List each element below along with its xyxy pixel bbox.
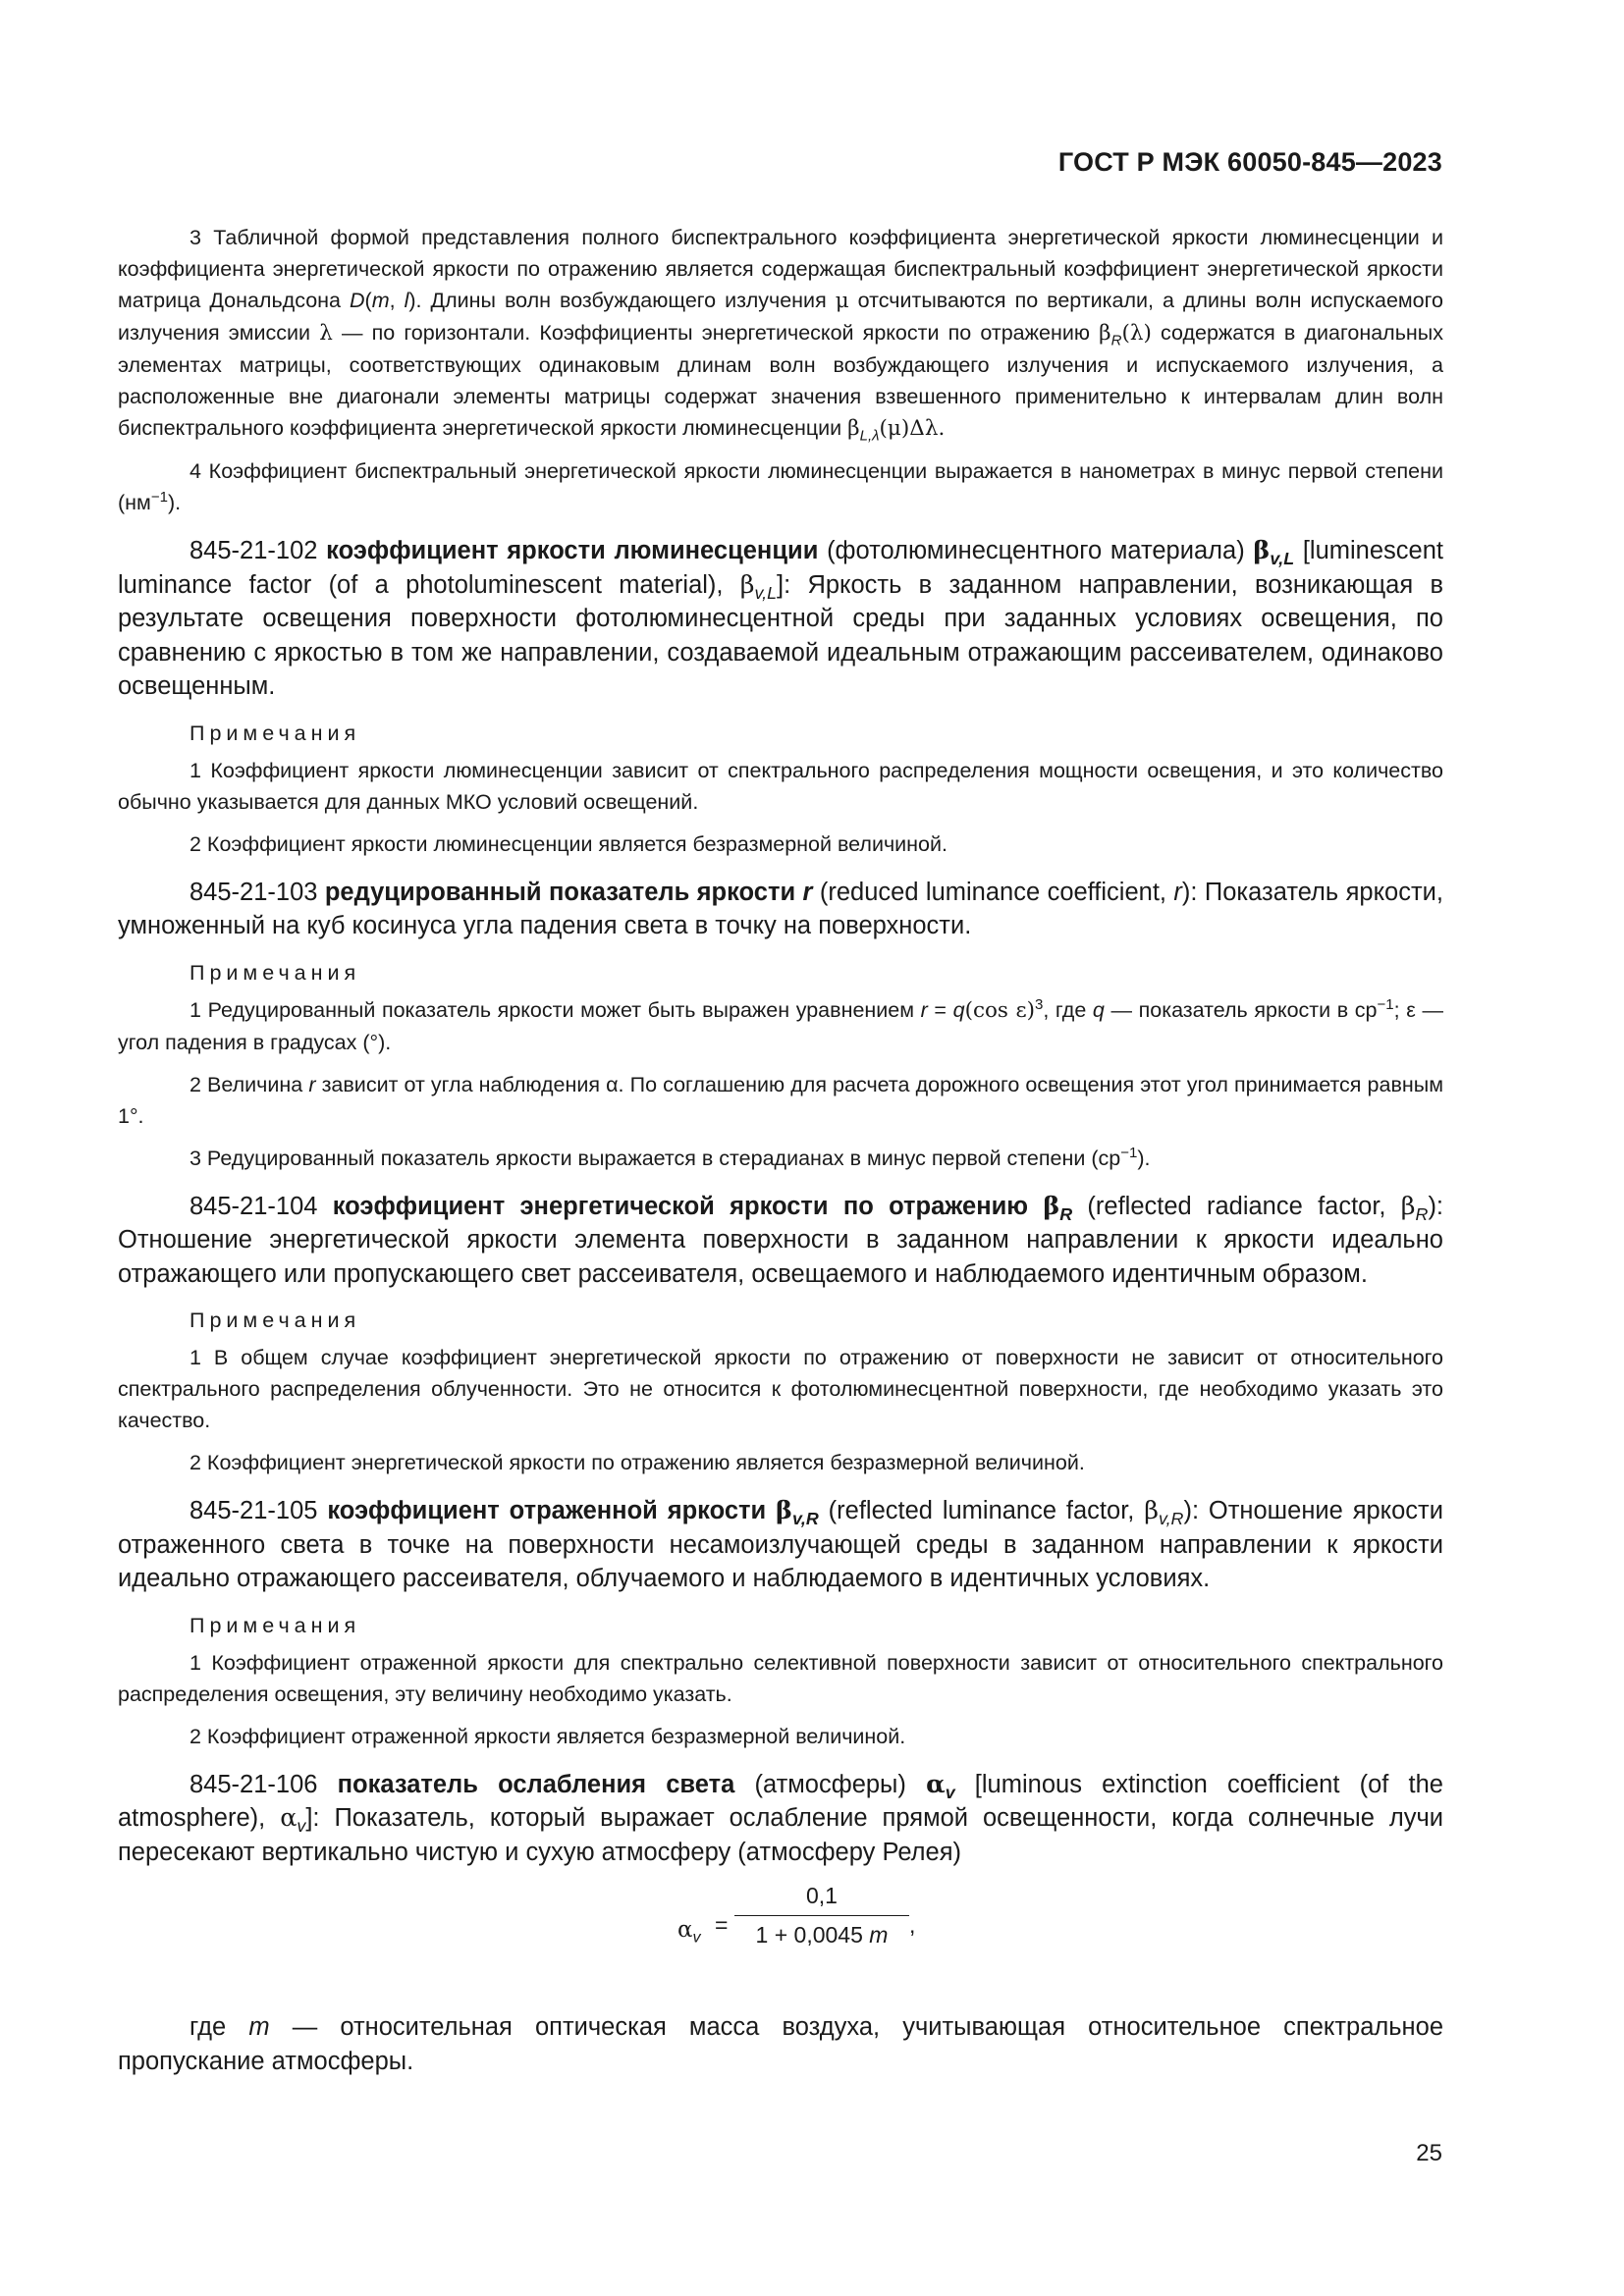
term-105-note-2: 2 Коэффициент отраженной яркости является безразмерной величиной. xyxy=(189,1724,906,1748)
formula-lhs: $\alpha_v$ xyxy=(677,1917,701,1947)
term-845-21-103: 845-21-103 редуцированный показатель яркости r (reduced luminance coefficient, r): Показатель яркости, умноженный на куб косинуса угла падения света в точку на поверхности. xyxy=(118,878,1443,939)
term-845-21-105: 845-21-105 коэффициент отраженной яркости $\beta_{v,R}$ (reflected luminance factor, $\beta_{v,R}$): Отношение яркости отраженного света в точке на поверхности несамоизлучающей среды в заданном направлении к яркости идеально отражающего рассеивателя, облучаемого и наблюдаемого в идентичных условиях. xyxy=(118,1496,1443,1592)
page-number: 25 xyxy=(1416,2140,1442,2166)
term-102-note-2: 2 Коэффициент яркости люминесценции является безразмерной величиной. xyxy=(189,831,947,856)
term-102-note-1: 1 Коэффициент яркости люминесценции зависит от спектрального распределения мощности освещения, и это количество обычно указывается для данных МКО условий освещений. xyxy=(118,758,1443,814)
formula-denominator: 1 + 0,0045 m xyxy=(755,1922,889,1948)
document-body xyxy=(118,222,1443,2078)
formula-numerator: 0,1 xyxy=(806,1883,838,1908)
term-105-note-1: 1 Коэффициент отраженной яркости для спектрально селективной поверхности зависит от относительного спектрального распределения освещения, эту величину необходимо указать. xyxy=(118,1650,1443,1706)
formula-fraction xyxy=(734,1883,909,1949)
formula-equals: = xyxy=(715,1912,729,1938)
extinction-formula xyxy=(118,1883,1443,1991)
formula-explanation: где m — относительная оптическая масса воздуха, учитывающая относительное спектральное пропускание атмосферы. xyxy=(118,2013,1443,2075)
term-103-note-3: 3 Редуцированный показатель яркости выражается в стерадианах в минус первой степени $(ср^{-1})$. xyxy=(189,1144,1151,1170)
notes-heading: Примечания xyxy=(189,960,361,985)
term-845-21-104: 845-21-104 коэффициент энергетической яркости по отражению $\beta_R$ (reflected radiance factor, $\beta_R$): Отношение энергетической яркости элемента поверхности в заданном направлении к яркости идеально отражающего или пропускающего свет рассеивателя, освещаемого и наблюдаемого идентичным образом. xyxy=(118,1191,1444,1288)
notes-heading: Примечания xyxy=(189,1308,361,1332)
term-103-note-1: 1 Редуцированный показатель яркости может быть выражен уравнением r = q(cos ε)$^3$, где q — показатель яркости в $ср^{-1}$; ε — угол падения в градусах (°). xyxy=(118,995,1443,1054)
formula-comma: , xyxy=(909,1912,916,1938)
term-845-21-102: 845-21-102 коэффициент яркости люминесценции (фотолюминесцентного материала) $\beta_{v,L}$ [luminescent luminance factor (of a photoluminescent material), $\beta_{v,L}$]: Яркость в заданном направлении, возникающая в результате освещения поверхности фотолюминесцентной среды при заданных условиях освещения, по сравнению с яркостью в том же направлении, создаваемой идеальным отражающим рассеивателем, одинаково освещенным. xyxy=(118,536,1443,700)
note-3-matrix: 3 Табличной формой представления полного биспектрального коэффициента энергетической яркости люминесценции и коэффициента энергетической яркости по отражению является содержащая биспектральный коэффициент энергетической яркости матрица Дональдсона D(m, l). Длины волн возбуждающего излучения μ отсчитываются по вертикали, а длины волн испускаемого излучения эмиссии λ — по горизонтали. Коэффициенты энергетической яркости по отражению $\beta_R(\lambda)$ содержатся в диагональных элементах матрицы, соответствующих одинаковым длинам волн возбуждающего излучения и испускаемого излучения, а расположенные вне диагонали элементы матрицы содержат значения взвешенного применительно к интервалам длин волн биспектрального коэффициента энергетической яркости люминесценции $\beta_{L,\lambda}(\mu)\Delta\lambda$. xyxy=(118,226,1443,445)
term-103-note-2: 2 Величина r зависит от угла наблюдения α. По соглашению для расчета дорожного освещения этот угол принимается равным 1°. xyxy=(118,1072,1443,1128)
document-header: ГОСТ Р МЭК 60050-845—2023 xyxy=(1057,147,1442,177)
term-845-21-106: 845-21-106 показатель ослабления света (атмосферы) $\alpha_v$ [luminous extinction coefficient (of the atmosphere), $\alpha_v$]: Показатель, который выражает ослабление прямой освещенности, когда солнечные лучи пересекают вертикально чистую и сухую атмосферу (атмосферу Релея) xyxy=(118,1769,1443,1866)
notes-heading: Примечания xyxy=(189,721,361,745)
notes-heading: Примечания xyxy=(189,1613,361,1637)
term-104-note-1: 1 В общем случае коэффициент энергетической яркости по отражению от поверхности не зависит от относительного спектрального распределения облученности. Это не относится к фотолюминесцентной поверхности, где необходимо указать это качество. xyxy=(118,1346,1443,1432)
note-4-units: 4 Коэффициент биспектральный энергетической яркости люминесценции выражается в нанометрах в минус первой степени $(нм^{-1})$. xyxy=(118,459,1443,514)
term-104-note-2: 2 Коэффициент энергетической яркости по отражению является безразмерной величиной. xyxy=(189,1451,1085,1474)
